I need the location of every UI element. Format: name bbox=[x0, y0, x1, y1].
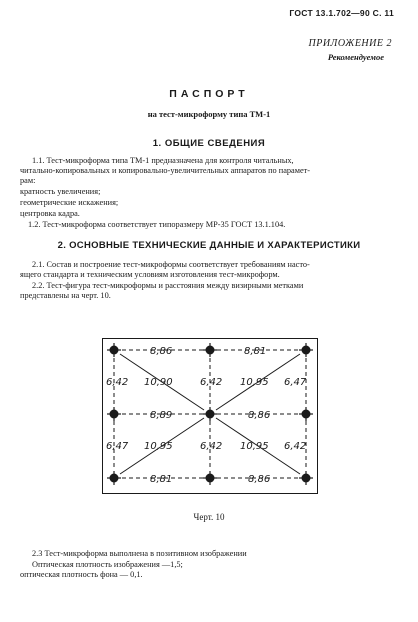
distance-label: 8,89 bbox=[150, 410, 173, 421]
section1-line: центровка кадра. bbox=[20, 209, 80, 218]
distance-label: 10,95 bbox=[144, 441, 173, 452]
section2-line: представлены на черт. 10. bbox=[20, 291, 111, 300]
section2-line: ящего стандарта и техническим условиям изготовления тест-микроформ. bbox=[20, 270, 280, 279]
section1-heading: 1. ОБЩИЕ СВЕДЕНИЯ bbox=[152, 138, 266, 149]
section3-line: оптическая плотность фона — 0,1. bbox=[20, 570, 143, 579]
sighting-mark-icon bbox=[299, 471, 313, 485]
section1-line: геометрические искажения; bbox=[20, 198, 119, 207]
distance-label: 6,42 bbox=[106, 377, 129, 388]
section1-line: читально-копировальных и копировально-увеличительных аппаратов по парамет- bbox=[20, 166, 311, 175]
document-title: ПАСПОРТ bbox=[169, 88, 249, 100]
distance-label: 8,81 bbox=[150, 474, 173, 485]
distance-label: 6,42 bbox=[284, 441, 307, 452]
standard-header: ГОСТ 13.1.702—90 С. 11 bbox=[289, 8, 394, 18]
distance-label: 8,86 bbox=[248, 410, 271, 421]
appendix-label: ПРИЛОЖЕНИЕ 2 bbox=[308, 38, 392, 49]
section2-heading: 2. ОСНОВНЫЕ ТЕХНИЧЕСКИЕ ДАННЫЕ И ХАРАКТЕРИСТИКИ bbox=[57, 240, 361, 251]
distance-label: 10,95 bbox=[240, 441, 269, 452]
distance-label: 10,90 bbox=[144, 377, 173, 388]
distance-label: 6,47 bbox=[106, 441, 129, 452]
section1-line: 1.2. Тест-микроформа соответствует типоразмеру МР-35 ГОСТ 13.1.104. bbox=[28, 220, 286, 229]
sighting-mark-icon bbox=[203, 343, 217, 357]
distance-label: 8,81 bbox=[244, 346, 267, 357]
test-figure-diagram bbox=[102, 338, 318, 494]
distance-label: 8,86 bbox=[248, 474, 271, 485]
appendix-status: Рекомендуемое bbox=[327, 52, 384, 62]
section3-line: Оптическая плотность изображения —1,5; bbox=[32, 560, 183, 569]
distance-label: 6,42 bbox=[200, 441, 223, 452]
distance-label: 10,95 bbox=[240, 377, 269, 388]
sighting-mark-icon bbox=[203, 471, 217, 485]
sighting-mark-icon bbox=[107, 471, 121, 485]
section3-line: 2.3 Тест-микроформа выполнена в позитивном изображении bbox=[32, 549, 247, 558]
sighting-mark-icon bbox=[203, 407, 217, 421]
distance-label: 8,86 bbox=[150, 346, 173, 357]
document-subtitle: на тест-микроформу типа ТМ-1 bbox=[147, 109, 271, 119]
distance-label: 6,42 bbox=[200, 377, 223, 388]
section1-line: 1.1. Тест-микроформа типа ТМ-1 предназначена для контроля читальных, bbox=[32, 156, 294, 165]
sighting-mark-icon bbox=[299, 407, 313, 421]
section2-line: 2.2. Тест-фигура тест-микроформы и расстояния между визирными метками bbox=[32, 281, 304, 290]
distance-label: 6,47 bbox=[284, 377, 307, 388]
sighting-mark-icon bbox=[107, 343, 121, 357]
section2-line: 2.1. Состав и построение тест-микроформы соответствует требованиям насто- bbox=[32, 260, 310, 269]
section1-line: кратность увеличения; bbox=[20, 187, 101, 196]
sighting-mark-icon bbox=[107, 407, 121, 421]
figure-caption: Черт. 10 bbox=[193, 512, 225, 522]
sighting-mark-icon bbox=[299, 343, 313, 357]
section1-line: рам: bbox=[20, 176, 36, 185]
